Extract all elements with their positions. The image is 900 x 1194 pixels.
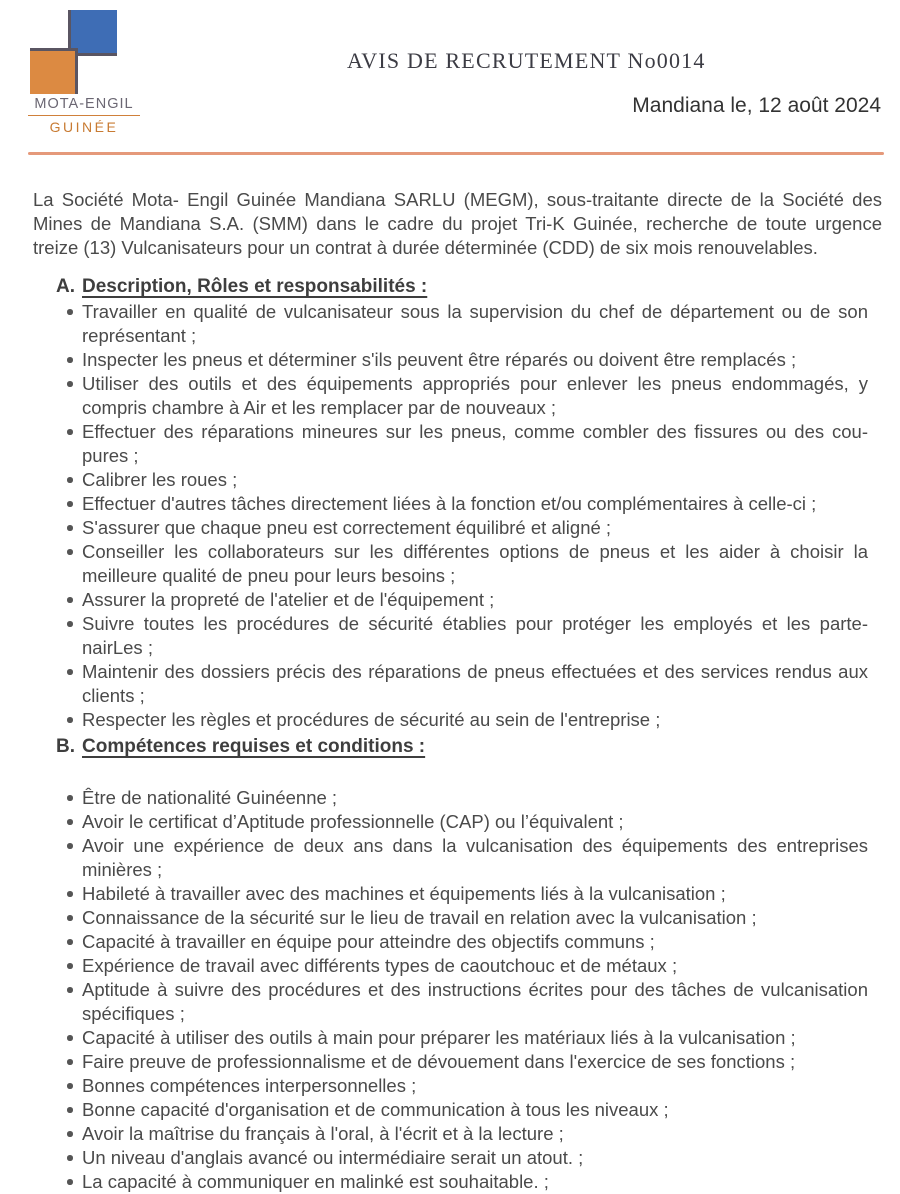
bullet-text: Conseiller les collaborateurs sur les différentes options de pneus et les aider à choisir la meilleure qualité de pneu pour leurs besoins ;	[82, 541, 868, 586]
bullet-icon	[56, 882, 82, 906]
bullet-icon	[56, 930, 82, 954]
list-item	[56, 930, 868, 954]
list-item	[56, 300, 868, 348]
section-b-title: Compétences requises et conditions :	[82, 736, 426, 757]
bullet-icon	[56, 348, 82, 372]
section-b-bullet-list	[56, 786, 868, 1194]
bullet-icon	[56, 1074, 82, 1098]
list-item	[56, 978, 868, 1026]
company-name: MOTA-ENGIL	[28, 96, 140, 116]
section-a-marker: A.	[56, 276, 75, 297]
date-line: Mandiana le, 12 août 2024	[632, 94, 881, 117]
header-divider	[28, 152, 884, 155]
bullet-text: Aptitude à suivre des procédures et des instructions écrites pour des tâches de vulcanisation spécifiques ;	[82, 979, 868, 1024]
bullet-text: Assurer la propreté de l'atelier et de l'équipement ;	[82, 589, 495, 610]
bullet-icon	[56, 420, 82, 468]
list-item	[56, 1074, 868, 1098]
list-item	[56, 906, 868, 930]
list-item	[56, 786, 868, 810]
bullet-text: Expérience de travail avec différents types de caoutchouc et de métaux ;	[82, 955, 678, 976]
bullet-icon	[56, 372, 82, 420]
logo-squares-icon	[28, 6, 140, 94]
bullet-icon	[56, 978, 82, 1026]
section-b-marker: B.	[56, 736, 75, 757]
page-title: AVIS DE RECRUTEMENT No0014	[347, 48, 706, 73]
bullet-text: Faire preuve de professionnalisme et de dévouement dans l'exercice de ses fonctions ;	[82, 1051, 796, 1072]
bullet-text: Avoir une expérience de deux ans dans la vulcanisation des équipements des entreprises minières ;	[82, 835, 868, 880]
company-logo	[28, 6, 140, 135]
list-item	[56, 372, 868, 420]
bullet-icon	[56, 660, 82, 708]
bullet-icon	[56, 1050, 82, 1074]
bullet-icon	[56, 468, 82, 492]
bullet-text: Utiliser des outils et des équipements appropriés pour enlever les pneus endommagés, y compris chambre à Air et les remplacer par de nouveaux ;	[82, 373, 868, 418]
logo-orange-square-icon	[30, 48, 78, 94]
list-item	[56, 954, 868, 978]
bullet-icon	[56, 906, 82, 930]
list-item	[56, 882, 868, 906]
bullet-icon	[56, 1146, 82, 1170]
bullet-text: Maintenir des dossiers précis des réparations de pneus effectuées et des services rendus aux clients ;	[82, 661, 868, 706]
bullet-text: La capacité à communiquer en malinké est souhaitable. ;	[82, 1171, 549, 1192]
bullet-text: Bonnes compétences interpersonnelles ;	[82, 1075, 417, 1096]
bullet-icon	[56, 612, 82, 660]
bullet-text: Avoir le certificat d’Aptitude professionnelle (CAP) ou l’équivalent ;	[82, 811, 624, 832]
bullet-text: Travailler en qualité de vulcanisateur sous la supervision du chef de département ou de son représentant ;	[82, 301, 868, 346]
list-item	[56, 492, 868, 516]
section-b-heading	[56, 734, 882, 760]
list-item	[56, 468, 868, 492]
list-item	[56, 612, 868, 660]
list-item	[56, 660, 868, 708]
list-item	[56, 1122, 868, 1146]
bullet-icon	[56, 516, 82, 540]
bullet-text: Suivre toutes les procédures de sécurité établies pour protéger les employés et les parte-nairLes ;	[82, 613, 868, 658]
bullet-text: Bonne capacité d'organisation et de communication à tous les niveaux ;	[82, 1099, 669, 1120]
list-item	[56, 348, 868, 372]
list-item	[56, 810, 868, 834]
list-item	[56, 1026, 868, 1050]
list-item	[56, 1146, 868, 1170]
bullet-text: Inspecter les pneus et déterminer s'ils peuvent être réparés ou doivent être remplacés ;	[82, 349, 797, 370]
bullet-text: Capacité à utiliser des outils à main pour préparer les matériaux liés à la vulcanisation ;	[82, 1027, 796, 1048]
bullet-text: Être de nationalité Guinéenne ;	[82, 787, 338, 808]
bullet-text: Calibrer les roues ;	[82, 469, 238, 490]
list-item	[56, 540, 868, 588]
bullet-icon	[56, 810, 82, 834]
bullet-icon	[56, 1098, 82, 1122]
bullet-icon	[56, 708, 82, 732]
bullet-icon	[56, 492, 82, 516]
list-item	[56, 588, 868, 612]
list-item	[56, 516, 868, 540]
list-item	[56, 1050, 868, 1074]
bullet-text: Connaissance de la sécurité sur le lieu de travail en relation avec la vulcanisation ;	[82, 907, 757, 928]
section-a-bullet-list	[56, 300, 868, 732]
bullet-icon	[56, 1122, 82, 1146]
section-a-title: Description, Rôles et responsabilités :	[82, 276, 428, 297]
list-item	[56, 1098, 868, 1122]
bullet-icon	[56, 1026, 82, 1050]
bullet-text: Effectuer d'autres tâches directement liées à la fonction et/ou complémentaires à celle-ci ;	[82, 493, 817, 514]
bullet-icon	[56, 1170, 82, 1194]
company-region: GUINÉE	[49, 119, 119, 135]
list-item	[56, 1170, 868, 1194]
bullet-text: Effectuer des réparations mineures sur les pneus, comme combler des fissures ou des cou-pures ;	[82, 421, 868, 466]
bullet-text: Respecter les règles et procédures de sécurité au sein de l'entreprise ;	[82, 709, 661, 730]
list-item	[56, 834, 868, 882]
bullet-text: Un niveau d'anglais avancé ou intermédiaire serait un atout. ;	[82, 1147, 584, 1168]
bullet-icon	[56, 954, 82, 978]
intro-paragraph: La Société Mota- Engil Guinée Mandiana SARLU (MEGM), sous-traitante directe de la Société des Mines de Mandiana S.A. (SMM) dans le cadre du projet Tri-K Guinée, recherche de toute urgence treize (13) Vulcanisateurs pour un contrat à durée déterminée (CDD) de six mois renouvelables.	[33, 189, 882, 258]
document-body	[33, 188, 882, 1194]
bullet-text: Capacité à travailler en équipe pour atteindre des objectifs communs ;	[82, 931, 655, 952]
bullet-icon	[56, 834, 82, 882]
list-item	[56, 708, 868, 732]
bullet-text: Avoir la maîtrise du français à l'oral, à l'écrit et à la lecture ;	[82, 1123, 564, 1144]
bullet-icon	[56, 786, 82, 810]
section-a-heading	[56, 274, 882, 300]
bullet-icon	[56, 588, 82, 612]
bullet-icon	[56, 300, 82, 348]
bullet-icon	[56, 540, 82, 588]
bullet-text: Habileté à travailler avec des machines et équipements liés à la vulcanisation ;	[82, 883, 726, 904]
bullet-text: S'assurer que chaque pneu est correctement équilibré et aligné ;	[82, 517, 612, 538]
list-item	[56, 420, 868, 468]
